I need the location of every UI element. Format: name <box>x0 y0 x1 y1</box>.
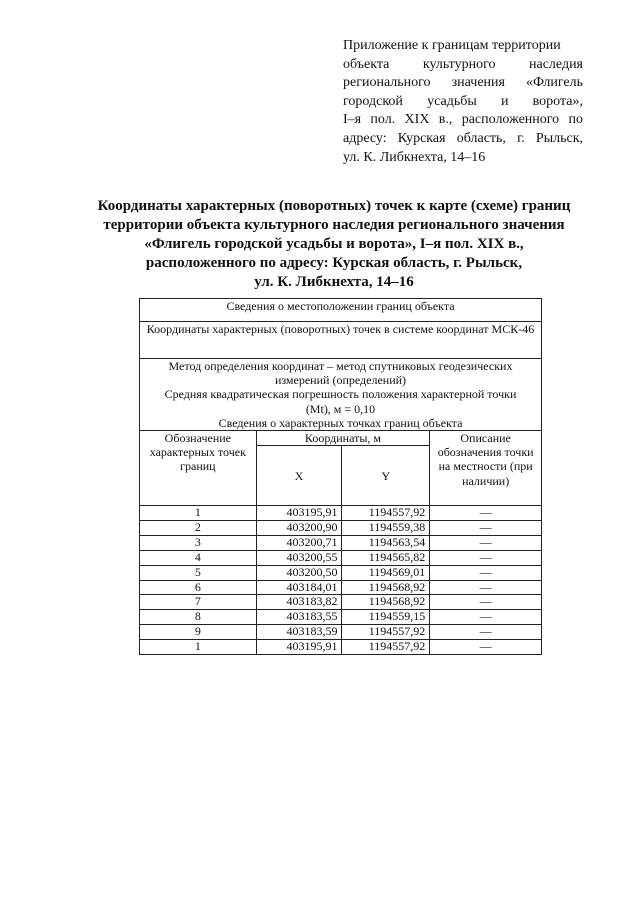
col-description-header: Описание обозначения точки на местности (при наличии) <box>430 431 542 506</box>
table-row <box>140 610 542 625</box>
title-line: расположенного по адресу: Курская область, г. Рыльск, <box>145 255 523 271</box>
y-coordinate-cell: 1194557,92 <box>342 640 430 655</box>
description-cell: — <box>430 595 542 610</box>
x-coordinate-cell: 403183,59 <box>256 625 342 640</box>
point-number-cell: 1 <box>140 640 257 655</box>
table-row <box>140 520 542 535</box>
x-coordinate-cell: 403183,82 <box>256 595 342 610</box>
table-row <box>140 625 542 640</box>
table-row <box>140 580 542 595</box>
table-header-row <box>140 299 542 322</box>
appendix-line: городской усадьбы и ворота», <box>343 93 583 109</box>
description-cell: — <box>430 580 542 595</box>
boundary-info-header: Сведения о местоположении границ объекта <box>140 299 542 322</box>
col-x-header: X <box>256 446 342 506</box>
point-rows <box>140 506 542 655</box>
title-line: ул. К. Либкнехта, 14–16 <box>254 274 414 290</box>
title-line: территории объекта культурного наследия регионального значения <box>103 217 565 233</box>
appendix-line: адресу: Курская область, г. Рыльск, <box>343 130 583 146</box>
y-coordinate-cell: 1194559,38 <box>342 520 430 535</box>
coordinates-table <box>139 298 542 655</box>
appendix-line: ул. К. Либкнехта, 14–16 <box>343 149 486 165</box>
coordinate-system-cell: Координаты характерных (поворотных) точек в системе координат МСК-46 <box>140 322 542 359</box>
col-coordinates-header: Координаты, м <box>256 431 430 446</box>
y-coordinate-cell: 1194559,15 <box>342 610 430 625</box>
y-coordinate-cell: 1194568,92 <box>342 580 430 595</box>
x-coordinate-cell: 403195,91 <box>256 506 342 521</box>
appendix-note <box>343 37 583 167</box>
point-number-cell: 2 <box>140 520 257 535</box>
y-coordinate-cell: 1194565,82 <box>342 550 430 565</box>
x-coordinate-cell: 403195,91 <box>256 640 342 655</box>
description-cell: — <box>430 625 542 640</box>
description-cell: — <box>430 640 542 655</box>
point-number-cell: 8 <box>140 610 257 625</box>
column-header-row <box>140 431 542 446</box>
table-row <box>140 640 542 655</box>
appendix-line: I–я пол. XIX в., расположенного по <box>343 112 583 128</box>
coordinate-system-row <box>140 322 542 359</box>
col-y-header: Y <box>342 446 430 506</box>
col-designation-header: Обозначение характерных точек границ <box>140 431 257 506</box>
method-cell <box>140 359 542 431</box>
table-row <box>140 595 542 610</box>
method-line: измерений (определений) <box>274 373 407 388</box>
y-coordinate-cell: 1194557,92 <box>342 506 430 521</box>
description-cell: — <box>430 565 542 580</box>
appendix-line: регионального значения «Флигель <box>343 75 583 91</box>
point-number-cell: 6 <box>140 580 257 595</box>
method-row <box>140 359 542 431</box>
appendix-line: объекта культурного наследия <box>343 56 583 72</box>
method-line: Метод определения координат – метод спутниковых геодезических <box>168 359 513 373</box>
description-cell: — <box>430 550 542 565</box>
y-coordinate-cell: 1194557,92 <box>342 625 430 640</box>
description-cell: — <box>430 520 542 535</box>
description-cell: — <box>430 535 542 550</box>
document-title <box>86 197 582 292</box>
table-row <box>140 506 542 521</box>
x-coordinate-cell: 403200,90 <box>256 520 342 535</box>
point-number-cell: 9 <box>140 625 257 640</box>
table-row <box>140 565 542 580</box>
x-coordinate-cell: 403184,01 <box>256 580 342 595</box>
x-coordinate-cell: 403200,71 <box>256 535 342 550</box>
appendix-line: Приложение к границам территории <box>343 38 561 53</box>
method-line: Средняя квадратическая погрешность положения характерной точки <box>164 387 517 402</box>
title-line: Координаты характерных (поворотных) точек к карте (схеме) границ <box>97 198 571 214</box>
title-line: «Флигель городской усадьбы и ворота», I–я пол. XIX в., <box>144 236 524 252</box>
point-number-cell: 5 <box>140 565 257 580</box>
x-coordinate-cell: 403183,55 <box>256 610 342 625</box>
y-coordinate-cell: 1194563,54 <box>342 535 430 550</box>
method-line: (Mt), м = 0,10 <box>305 401 376 416</box>
table-row <box>140 550 542 565</box>
table-row <box>140 535 542 550</box>
x-coordinate-cell: 403200,55 <box>256 550 342 565</box>
point-number-cell: 4 <box>140 550 257 565</box>
x-coordinate-cell: 403200,50 <box>256 565 342 580</box>
method-line: Сведения о характерных точках границ объекта <box>218 415 463 430</box>
description-cell: — <box>430 506 542 521</box>
y-coordinate-cell: 1194569,01 <box>342 565 430 580</box>
point-number-cell: 7 <box>140 595 257 610</box>
y-coordinate-cell: 1194568,92 <box>342 595 430 610</box>
point-number-cell: 1 <box>140 506 257 521</box>
description-cell: — <box>430 610 542 625</box>
point-number-cell: 3 <box>140 535 257 550</box>
